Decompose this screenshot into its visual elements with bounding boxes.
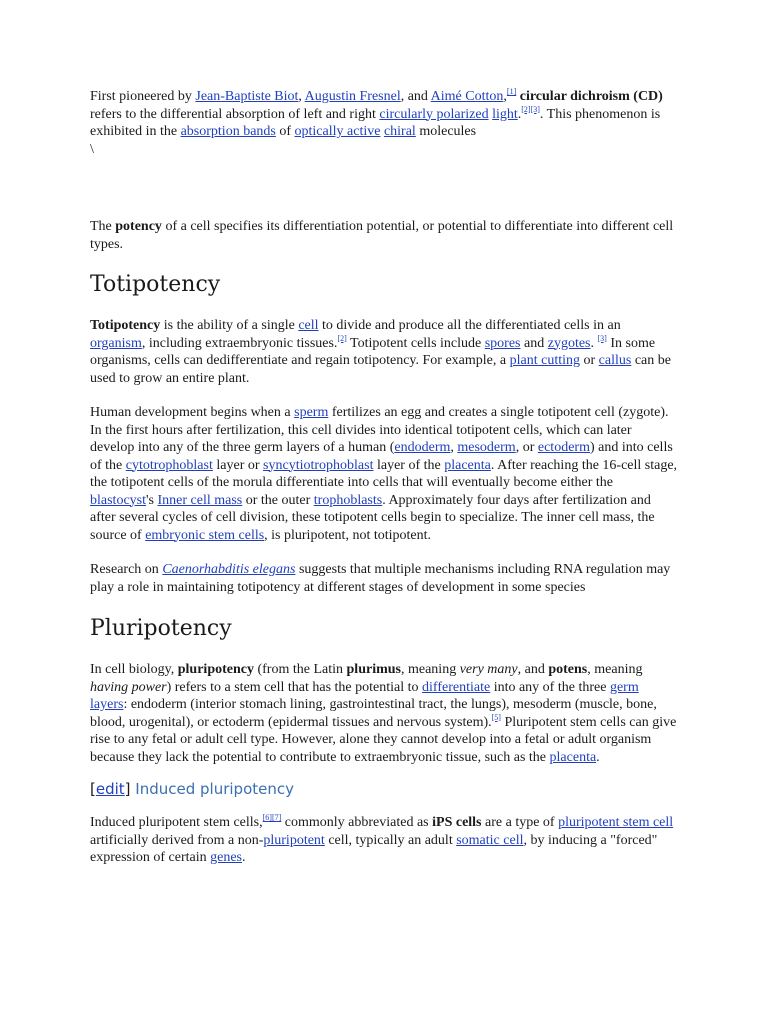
text: layer of the — [373, 457, 445, 473]
text: . — [590, 335, 598, 351]
link-plant-cutting[interactable]: plant cutting — [509, 353, 580, 368]
heading-text: Induced pluripotency — [130, 780, 294, 798]
text: Induced pluripotent stem cells, — [90, 815, 263, 830]
link-blastocyst[interactable]: blastocyst — [90, 492, 146, 508]
link-pluripotent-stem-cell[interactable]: pluripotent stem cell — [558, 815, 674, 830]
link-circularly-polarized[interactable]: circularly polarized — [379, 106, 489, 122]
link-endoderm[interactable]: endoderm — [394, 440, 451, 455]
link-optically-active[interactable]: optically active — [294, 124, 381, 139]
stray-backslash: \ — [90, 141, 94, 157]
text: , by inducing a "forced" expression of certain — [90, 832, 658, 865]
text: , and — [400, 89, 431, 104]
text: . Approximately four days after fertilization and after several cycles of cell division, these totipotent cells begin to specialize. The inner cell mass, the source of — [90, 492, 655, 543]
text: , including extraembryonic tissues. — [141, 335, 338, 351]
text: The — [90, 219, 116, 234]
link-genes[interactable]: genes — [210, 850, 243, 865]
text: refers to the differential absorption of left and right — [90, 106, 380, 122]
link-chiral[interactable]: chiral — [383, 124, 416, 139]
term-potency: potency — [115, 219, 162, 234]
text: into any of the three — [490, 679, 610, 695]
text: . After reaching the 16-cell stage, the totipotent cells of the morula differentiate into cells that will eventually become either the — [90, 457, 678, 490]
totipotency-paragraph-2 — [90, 404, 678, 544]
text: , and — [517, 662, 549, 677]
phrase-having-power: having power — [90, 679, 167, 695]
link-cell[interactable]: cell — [298, 318, 319, 333]
text: Human development begins when a — [90, 405, 295, 420]
text: molecules — [415, 124, 477, 139]
link-augustin-fresnel[interactable]: Augustin Fresnel — [304, 89, 401, 104]
text: Totipotent cells include — [346, 335, 485, 351]
text: of a cell specifies its differentiation potential, or potential to differentiate into different cell types. — [90, 219, 674, 252]
text: , — [298, 89, 305, 104]
link-ectoderm[interactable]: ectoderm — [537, 440, 590, 455]
citation-1[interactable]: [1] — [506, 87, 517, 96]
link-placenta[interactable]: placenta — [549, 749, 597, 765]
link-organism[interactable]: organism — [90, 335, 142, 351]
text: is the ability of a single — [160, 318, 299, 333]
text: Caenorhabditis elegans — [162, 562, 296, 577]
link-absorption-bands[interactable]: absorption bands — [180, 124, 276, 139]
text: fertilizes an egg and creates a single totipotent cell (zygote). In the first hours after fertilization, this cell divides into identical totipotent cells, which can later develop into any of the three germ layers of a human ( — [90, 405, 669, 455]
edit-bracket-close: ] — [124, 780, 131, 798]
text: or — [580, 353, 599, 368]
citation-2-3[interactable]: [2][3] — [521, 104, 540, 114]
text: . This phenomenon is exhibited in the — [90, 106, 661, 139]
text: First pioneered by — [90, 89, 196, 104]
term-circular-dichroism: circular dichroism (CD) — [519, 89, 663, 104]
text: In some organisms, cells can dedifferentiate and regain totipotency. For example, a — [90, 335, 656, 368]
link-germ-layers[interactable]: germ layers — [90, 679, 639, 712]
text: In cell biology, — [90, 662, 178, 677]
text: suggests that multiple mechanisms including RNA regulation may play a role in maintaining totipotency at different stages of development in some species — [90, 562, 671, 595]
citation-5[interactable]: [5] — [491, 712, 501, 722]
text: and — [520, 335, 548, 351]
totipotency-paragraph-3 — [90, 561, 678, 596]
link-light[interactable]: light — [492, 106, 518, 122]
text: . — [596, 749, 600, 765]
text: of — [275, 124, 295, 139]
article-body — [90, 88, 678, 867]
text: are a type of — [481, 815, 559, 830]
text: Pluripotent stem cells can give rise to any fetal or adult cell type. However, alone they cannot develop into a fetal or adult organism because they lack the potential to contribute to extraembryonic tissue, such as the — [90, 714, 677, 765]
term-ips-cells: iPS cells — [432, 815, 482, 830]
edit-link[interactable]: edit — [95, 780, 125, 798]
text: , — [450, 440, 458, 455]
link-cytotrophoblast[interactable]: cytotrophoblast — [125, 457, 213, 473]
heading-induced-pluripotency — [90, 779, 678, 799]
link-inner-cell-mass[interactable]: Inner cell mass — [157, 492, 243, 508]
citation-3[interactable]: [3] — [597, 333, 607, 343]
text: , meaning — [400, 662, 460, 677]
link-syncytiotrophoblast[interactable]: syncytiotrophoblast — [263, 457, 374, 473]
text: , meaning — [587, 662, 643, 677]
term-plurimus: plurimus — [346, 662, 401, 677]
term-potens: potens — [548, 662, 588, 677]
text: to divide and produce all the differentiated cells in an — [318, 318, 621, 333]
text: layer or — [212, 457, 264, 473]
text: , or — [515, 440, 538, 455]
pluripotency-paragraph — [90, 661, 678, 766]
term-pluripotency: pluripotency — [177, 662, 254, 677]
link-mesoderm[interactable]: mesoderm — [457, 440, 516, 455]
link-aime-cotton[interactable]: Aimé Cotton — [430, 89, 504, 104]
text: . — [517, 106, 522, 122]
induced-paragraph — [90, 814, 678, 867]
text: can be used to grow an entire plant. — [90, 353, 671, 386]
text: cell, typically an adult — [324, 832, 457, 848]
link-jean-baptiste-biot[interactable]: Jean-Baptiste Biot — [195, 89, 299, 104]
link-embryonic-stem-cells[interactable]: embryonic stem cells — [145, 527, 265, 543]
text: ) and into cells of the — [90, 440, 673, 473]
heading-totipotency: Totipotency — [90, 272, 221, 297]
text: 's — [146, 492, 158, 508]
term-totipotency: Totipotency — [90, 318, 161, 333]
totipotency-paragraph-1 — [90, 317, 678, 387]
link-pluripotent[interactable]: pluripotent — [263, 832, 325, 848]
intro-paragraph — [90, 88, 678, 158]
text: artificially derived from a non- — [90, 832, 264, 848]
text: , is pluripotent, not totipotent. — [264, 527, 431, 543]
text: . — [242, 850, 246, 865]
text: : endoderm (interior stomach lining, gastrointestinal tract, the lungs), mesoderm (muscle, bone, blood, urogenital), or ectoderm (epidermal tissues and nervous system). — [90, 697, 657, 730]
potency-paragraph — [90, 218, 678, 253]
link-callus[interactable]: callus — [598, 353, 632, 368]
link-trophoblasts[interactable]: trophoblasts — [313, 492, 383, 508]
phrase-very-many: very many — [459, 662, 518, 677]
text: commonly abbreviated as — [281, 815, 433, 830]
link-sperm[interactable]: sperm — [294, 405, 329, 420]
link-caenorhabditis-elegans[interactable] — [162, 562, 295, 577]
text: Research on — [90, 562, 163, 577]
text: (from the Latin — [253, 662, 347, 677]
heading-pluripotency: Pluripotency — [90, 616, 232, 641]
link-differentiate[interactable]: differentiate — [422, 679, 491, 695]
link-placenta[interactable]: placenta — [444, 457, 491, 473]
link-zygotes[interactable]: zygotes — [547, 335, 591, 351]
text: , — [503, 89, 507, 104]
text: or the outer — [242, 492, 314, 508]
link-spores[interactable]: spores — [484, 335, 521, 351]
text: ) refers to a stem cell that has the potential to — [166, 679, 423, 695]
citation-2[interactable]: [2] — [337, 333, 347, 343]
link-somatic-cell[interactable]: somatic cell — [456, 832, 524, 848]
edit-bracket-open: [ — [90, 780, 96, 798]
citation-6-7[interactable]: [6][7] — [262, 813, 282, 822]
